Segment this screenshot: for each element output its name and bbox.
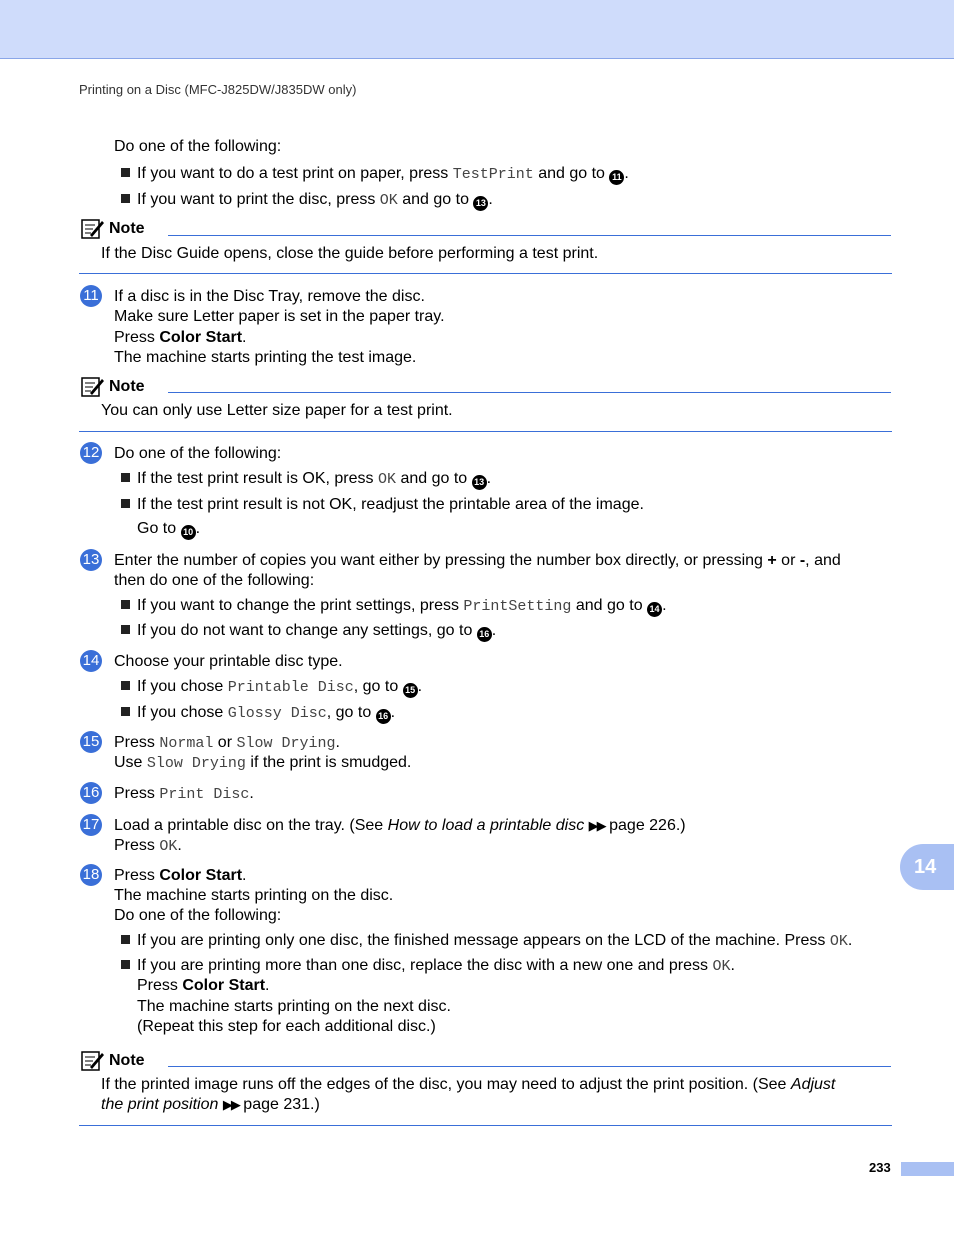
note-pencil-icon [81,376,105,398]
step-11-line-2: Make sure Letter paper is set in the paper tray. [114,308,445,325]
bullet-marker [121,194,130,203]
step-18-bullet-2-line-3: The machine starts printing on the next disc. [137,998,451,1015]
bullet-marker [121,625,130,634]
step-18-bullet-2-line-2: Press Color Start. [137,977,270,994]
step-ref: 13 [472,475,487,490]
step-13-bullet-2: If you do not want to change any settings, go to 16 . [121,621,496,642]
note-text-line-1: If the printed image runs off the edges of the disc, you may need to adjust the print position. (See Adjust [101,1076,836,1093]
step-12-bullet-2-goto: Go to 10 . [137,519,200,540]
bullet-marker [121,600,130,609]
note-rule [168,1066,891,1067]
step-ref: 13 [473,196,488,211]
bullet-marker [121,499,130,508]
note-end-rule [79,431,892,432]
step-15-line-2: Use Slow Drying if the print is smudged. [114,754,412,772]
step-ref: 10 [181,525,196,540]
step-number-badge: 11 [80,285,102,307]
intro-lead: Do one of the following: [114,138,282,155]
step-14-bullet-1: If you chose Printable Disc, go to 15 . [121,677,422,698]
running-header: Printing on a Disc (MFC-J825DW/J835DW only) [79,82,357,97]
step-ref: 16 [376,709,391,724]
double-arrow-icon: ▶▶ [222,1097,239,1112]
note-pencil-icon [81,218,105,240]
step-17-line-2: Press OK. [114,837,182,855]
chapter-tab: 14 [900,844,954,890]
step-16-line: Press Print Disc. [114,785,254,803]
step-15-line-1: Press Normal or Slow Drying. [114,734,340,752]
note-text: You can only use Letter size paper for a test print. [101,402,453,419]
step-ref: 16 [477,627,492,642]
step-14-lead: Choose your printable disc type. [114,653,343,670]
step-number-badge: 17 [80,814,102,836]
double-arrow-icon: ▶▶ [588,818,605,833]
intro-bullet-2: If you want to print the disc, press OK and go to 13 . [121,190,493,211]
step-number-badge: 18 [80,864,102,886]
intro-bullet-1: If you want to do a test print on paper, press TestPrint and go to 11 . [121,164,629,185]
step-18-bullet-2: If you are printing more than one disc, replace the disc with a new one and press OK. [121,956,735,977]
step-18-line-2: The machine starts printing on the disc. [114,887,394,904]
step-number-badge: 13 [80,549,102,571]
step-number-badge: 12 [80,442,102,464]
step-11-line-4: The machine starts printing the test image. [114,349,417,366]
note-heading: Note [81,1050,145,1072]
note-heading: Note [81,376,145,398]
note-pencil-icon [81,1050,105,1072]
step-12-bullet-2: If the test print result is not OK, readjust the printable area of the image. [121,495,644,515]
step-13-bullet-1: If you want to change the print settings, press PrintSetting and go to 14 . [121,596,667,617]
step-13-line-2: then do one of the following: [114,572,315,589]
step-12-lead: Do one of the following: [114,445,282,462]
note-end-rule [79,1125,892,1126]
bullet-marker [121,960,130,969]
top-banner [0,0,954,59]
step-11-line-3: Press Color Start. [114,329,247,346]
step-18-bullet-2-line-4: (Repeat this step for each additional disc.) [137,1018,436,1035]
step-18-line-1: Press Color Start. [114,867,247,884]
note-text: If the Disc Guide opens, close the guide before performing a test print. [101,245,599,262]
step-17-line-1: Load a printable disc on the tray. (See How to load a printable disc ▶▶ page 226.) [114,817,686,834]
step-12-bullet-1: If the test print result is OK, press OK and go to 13 . [121,469,491,490]
page-number-bar [901,1162,954,1176]
step-14-bullet-2: If you chose Glossy Disc, go to 16 . [121,703,395,724]
step-ref: 14 [647,602,662,617]
note-rule [168,392,891,393]
note-rule [168,235,891,236]
step-11-line-1: If a disc is in the Disc Tray, remove the disc. [114,288,425,305]
step-number-badge: 16 [80,782,102,804]
step-18-line-3: Do one of the following: [114,907,282,924]
step-18-bullet-1: If you are printing only one disc, the finished message appears on the LCD of the machine. Press OK. [121,931,852,952]
bullet-marker [121,473,130,482]
bullet-marker [121,707,130,716]
step-number-badge: 14 [80,650,102,672]
bullet-marker [121,935,130,944]
bullet-marker [121,681,130,690]
bullet-marker [121,168,130,177]
page-number: 233 [869,1160,891,1175]
note-heading: Note [81,218,145,240]
step-ref: 15 [403,683,418,698]
note-end-rule [79,273,892,274]
step-ref: 11 [609,170,624,185]
step-13-line-1: Enter the number of copies you want either by pressing the number box directly, or pressing + or -, and [114,552,841,569]
step-number-badge: 15 [80,731,102,753]
note-text-line-2: the print position ▶▶ page 231.) [101,1096,320,1113]
